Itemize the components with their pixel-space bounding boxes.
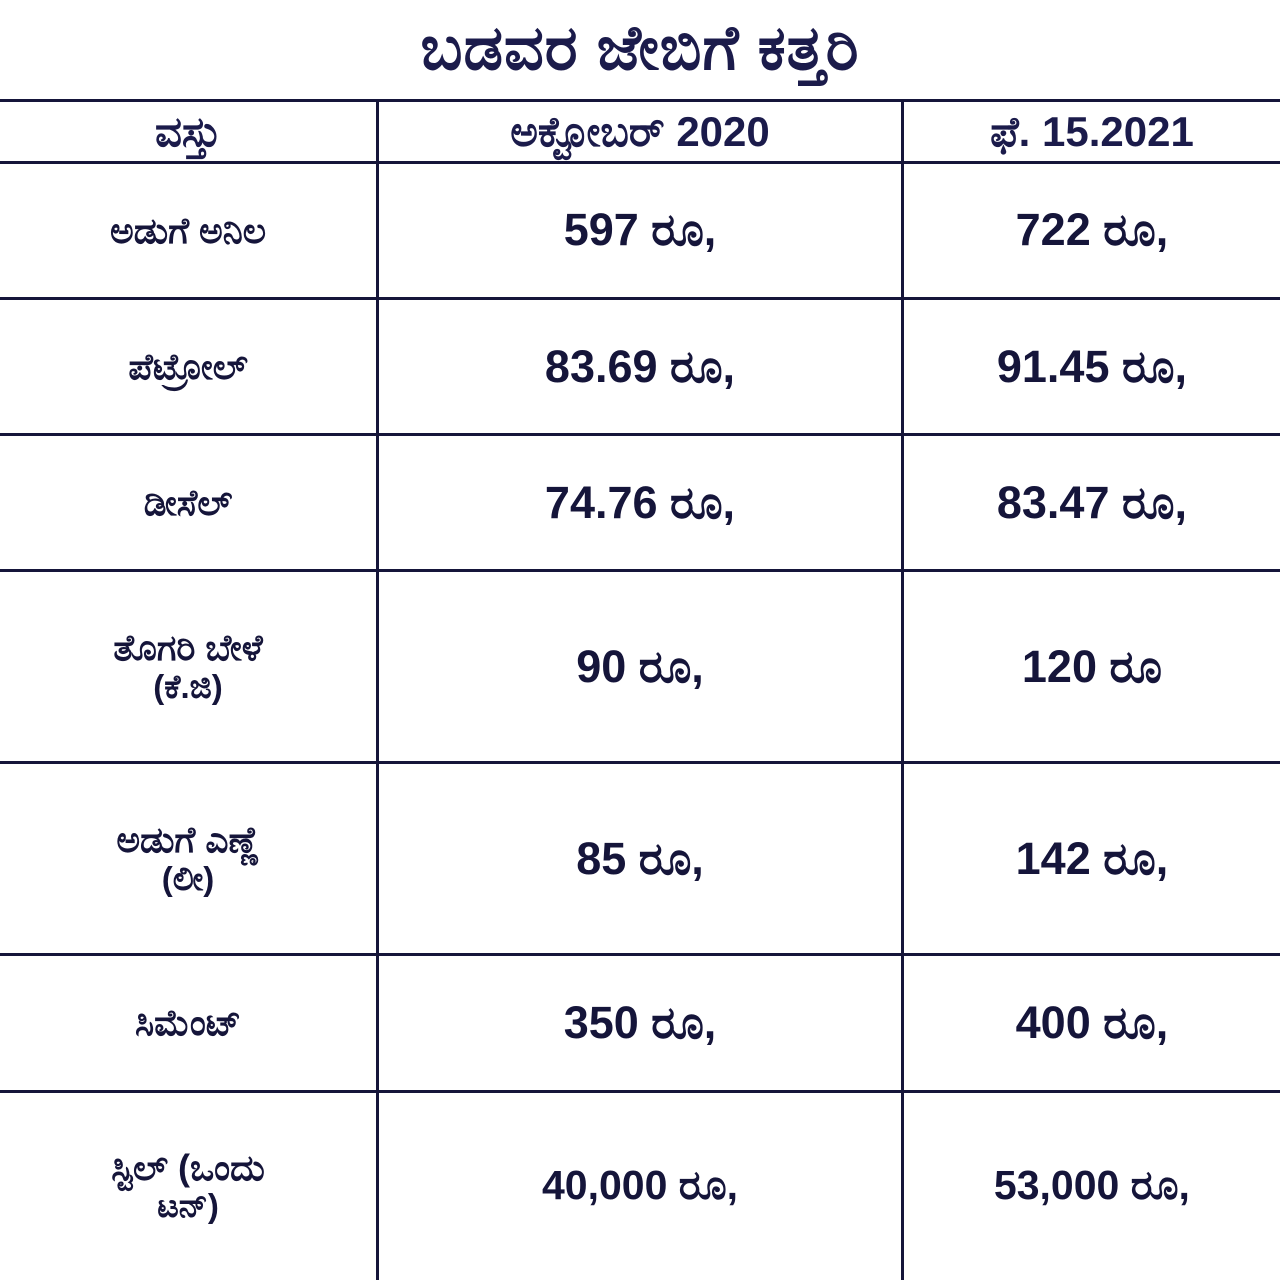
item-label: ಅಡುಗೆ ಎಣ್ಣೆ — [116, 819, 260, 861]
cell-item-name — [0, 955, 378, 1091]
column-header-item: ವಸ್ತು — [0, 101, 378, 163]
item-unit-label: (ಲೀ) — [161, 859, 215, 897]
item-label: ಡೀಸೆಲ್ — [143, 481, 233, 523]
item-unit-label: (ಕೆ.ಜಿ) — [153, 667, 223, 705]
cell-october-price: 83.69 ರೂ, — [378, 299, 903, 435]
cell-item-name — [0, 435, 378, 571]
cell-item-name — [0, 163, 378, 299]
cell-february-price: 120 ರೂ — [902, 571, 1280, 763]
item-label: ಅಡುಗೆ ಅನಿಲ — [110, 209, 267, 251]
item-label: ಸ್ಟಿಲ್ (ಒಂದು — [111, 1146, 265, 1188]
cell-february-price: 722 ರೂ, — [902, 163, 1280, 299]
table-row — [0, 763, 1280, 955]
cell-october-price: 350 ರೂ, — [378, 955, 903, 1091]
cell-february-price: 83.47 ರೂ, — [902, 435, 1280, 571]
cell-item-name — [0, 1091, 378, 1280]
cell-february-price: 91.45 ರೂ, — [902, 299, 1280, 435]
column-header-feb-2021: ಫೆ. 15.2021 — [902, 101, 1280, 163]
item-unit-label: ಟನ್) — [157, 1186, 219, 1224]
column-header-october-2020: ಅಕ್ಟೋಬರ್ 2020 — [378, 101, 903, 163]
table-row — [0, 955, 1280, 1091]
cell-october-price: 85 ರೂ, — [378, 763, 903, 955]
table-row — [0, 299, 1280, 435]
cell-october-price: 597 ರೂ, — [378, 163, 903, 299]
cell-october-price: 40,000 ರೂ, — [378, 1091, 903, 1280]
table-row — [0, 571, 1280, 763]
item-label: ಪೆಟ್ರೋಲ್ — [128, 345, 248, 387]
table-row — [0, 435, 1280, 571]
cell-february-price: 53,000 ರೂ, — [902, 1091, 1280, 1280]
page-title: ಬಡವರ ಜೇಬಿಗೆ ಕತ್ತರಿ — [420, 14, 860, 83]
cell-october-price: 74.76 ರೂ, — [378, 435, 903, 571]
price-table — [0, 99, 1280, 1280]
cell-february-price: 142 ರೂ, — [902, 763, 1280, 955]
cell-item-name — [0, 299, 378, 435]
cell-february-price: 400 ರೂ, — [902, 955, 1280, 1091]
cell-item-name — [0, 571, 378, 763]
cell-item-name — [0, 763, 378, 955]
table-body — [0, 163, 1280, 1280]
table-header — [0, 101, 1280, 163]
table-row — [0, 163, 1280, 299]
item-label: ಸಿಮೆಂಟ್ — [135, 1001, 242, 1043]
table-row — [0, 1091, 1280, 1280]
cell-october-price: 90 ರೂ, — [378, 571, 903, 763]
table-header-row — [0, 101, 1280, 163]
item-label: ತೊಗರಿ ಬೇಳೆ — [113, 627, 263, 669]
